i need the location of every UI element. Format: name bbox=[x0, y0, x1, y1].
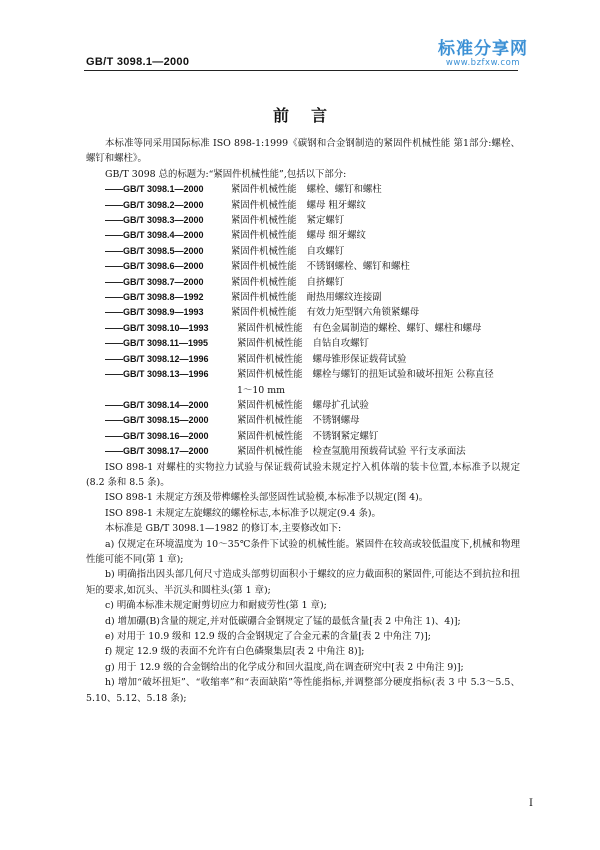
document-body bbox=[86, 136, 520, 706]
page-title: 前言 bbox=[272, 106, 349, 125]
intro-paragraph: 本标准等同采用国际标准 ISO 898-1:1999《碳钢和合金钢制造的紧固件机械性能 第1部分:螺栓、螺钉和螺柱》。 bbox=[86, 138, 520, 165]
body-paragraph: ISO 898-1 未规定方颈及带榫螺栓头部竖固性试验模,本标准予以规定(图 4)。 bbox=[105, 492, 429, 504]
standard-item: ——GB/T 3098.13—1996 紧固件机械性能 螺栓与螺钉的扭矩试验和破坏扭矩 公称直径 1～10 mm bbox=[105, 367, 520, 398]
change-item: d) 增加硼(B)含量的规定,并对低碳硼合金钢规定了锰的最低含量[表 2 中角注 1)、4)]; bbox=[105, 615, 461, 627]
intro-paragraph-parts: GB/T 3098 总的标题为:“紧固件机械性能”,包括以下部分: bbox=[105, 168, 347, 180]
page-number: I bbox=[529, 798, 533, 809]
change-item: a) 仅规定在环境温度为 10～35℃条件下试验的机械性能。紧固件在较高或较低温度下,机械和物理性能可能不同(第 1 章); bbox=[86, 538, 520, 565]
standard-item: ——GB/T 3098.10—1993 紧固件机械性能 有色金属制造的螺栓、螺钉、螺柱和螺母 bbox=[105, 322, 482, 334]
body-paragraph: ISO 898-1 未规定左旋螺纹的螺栓标志,本标准予以规定(9.4 条)。 bbox=[105, 507, 381, 519]
header-rule bbox=[84, 70, 518, 71]
watermark-logo bbox=[438, 34, 528, 68]
standard-item: ——GB/T 3098.15—2000 紧固件机械性能 不锈钢螺母 bbox=[105, 415, 360, 427]
standard-item: ——GB/T 3098.5—2000 紧固件机械性能 自攻螺钉 bbox=[105, 245, 345, 257]
doc-code: GB/T 3098.1—2000 bbox=[86, 56, 190, 68]
standard-item: ——GB/T 3098.14—2000 紧固件机械性能 螺母扩孔试验 bbox=[105, 399, 369, 411]
standard-item: ——GB/T 3098.16—2000 紧固件机械性能 不锈钢紧定螺钉 bbox=[105, 430, 379, 442]
standard-item-continuation: 1～10 mm bbox=[237, 384, 286, 396]
standard-item: ——GB/T 3098.2—2000 紧固件机械性能 螺母 粗牙螺纹 bbox=[105, 199, 366, 211]
body-paragraph: 本标准是 GB/T 3098.1—1982 的修订本,主要修改如下: bbox=[105, 523, 342, 535]
watermark-url: www.bzfxw.com bbox=[445, 58, 521, 68]
change-item: g) 用于 12.9 级的合金钢给出的化学成分和回火温度,尚在调查研究中[表 2 中角注 9)]; bbox=[105, 661, 464, 673]
standard-item: ——GB/T 3098.7—2000 紧固件机械性能 自挤螺钉 bbox=[105, 276, 345, 288]
standard-item: ——GB/T 3098.3—2000 紧固件机械性能 紧定螺钉 bbox=[105, 215, 345, 227]
standard-item: ——GB/T 3098.1—2000 紧固件机械性能 螺栓、螺钉和螺柱 bbox=[105, 184, 382, 196]
standard-item: ——GB/T 3098.17—2000 紧固件机械性能 检查氢脆用预载荷试验 平行支承面法 bbox=[105, 446, 466, 458]
standard-item: ——GB/T 3098.11—1995 紧固件机械性能 自钻自攻螺钉 bbox=[105, 338, 369, 350]
body-paragraph: ISO 898-1 对螺柱的实物拉力试验与保证载荷试验未规定拧入机体端的装卡位置,本标准予以规定(8.2 条和 8.5 条)。 bbox=[86, 461, 520, 488]
change-item: f) 规定 12.9 级的表面不允许有白色磷聚集层[表 2 中角注 8)]; bbox=[105, 646, 365, 658]
standard-item: ——GB/T 3098.6—2000 紧固件机械性能 不锈钢螺栓、螺钉和螺柱 bbox=[105, 261, 410, 273]
standards-list bbox=[86, 182, 520, 459]
standard-item: ——GB/T 3098.4—2000 紧固件机械性能 螺母 细牙螺纹 bbox=[105, 230, 366, 242]
standard-item: ——GB/T 3098.12—1996 紧固件机械性能 螺母锥形保证载荷试验 bbox=[105, 353, 407, 365]
watermark-main: 标准分享网 bbox=[438, 39, 528, 59]
change-item: c) 明确本标准未规定耐剪切应力和耐疲劳性(第 1 章); bbox=[105, 600, 327, 612]
change-item: h) 增加“破坏扭矩”、“收缩率”和“表面缺陷”等性能指标,并调整部分硬度指标(表 3 中 5.3～5.5、5.10、5.12、5.18 条); bbox=[86, 677, 520, 704]
standard-item: ——GB/T 3098.8—1992 紧固件机械性能 耐热用螺纹连接副 bbox=[105, 292, 382, 304]
change-item: b) 明确指出因头部几何尺寸造成头部剪切面积小于螺纹的应力截面积的紧固件,可能达不到抗拉和扭矩的要求,如沉头、半沉头和圆柱头(第 1 章); bbox=[86, 569, 520, 596]
standard-item: ——GB/T 3098.9—1993 紧固件机械性能 有效力矩型钢六角锁紧螺母 bbox=[105, 307, 420, 319]
change-item: e) 对用于 10.9 级和 12.9 级的合金钢规定了合金元素的含量[表 2 中角注 7)]; bbox=[105, 631, 431, 642]
